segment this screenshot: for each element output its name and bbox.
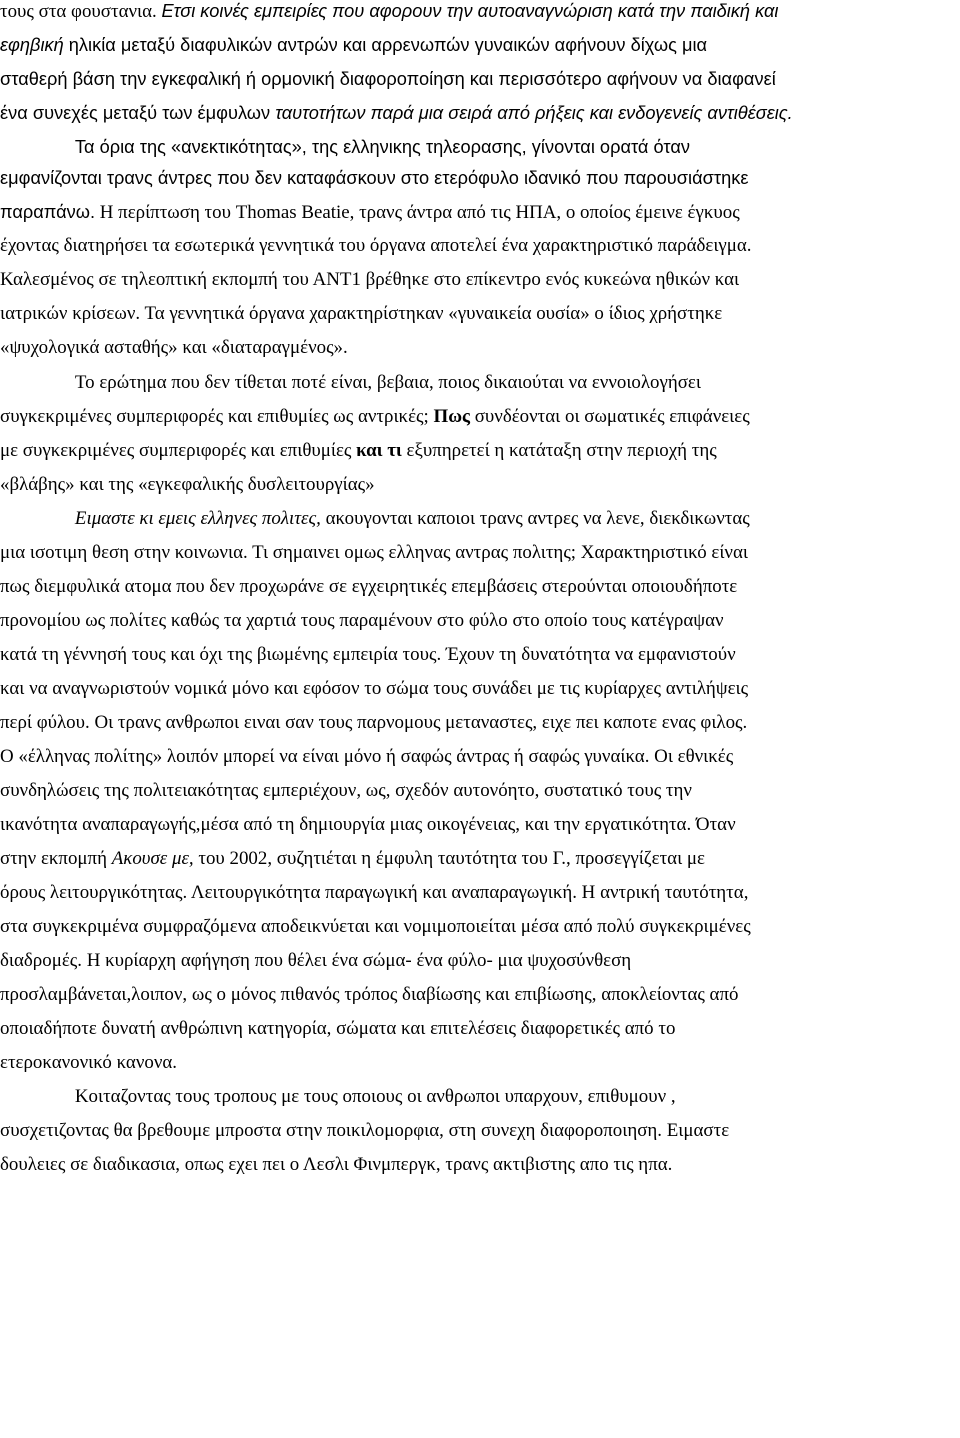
text-run: στα συγκεκριμένα συμφραζόμενα αποδεικνύεται και νομιμοποιείται μέσα από πολύ συγκεκριμένες [0,916,751,937]
text-run: κατά τη γέννησή τους και όχι της βιωμένης εμπειρία τους. Έχουν τη δυνατότητα να εμφανιστούν [0,644,736,665]
text-run: εξυπηρετεί η κατάταξη στην περιοχή της [401,440,717,461]
text-run: «βλάβης» και της «εγκεφαλικής δυσλειτουργίας» [0,474,375,495]
text-run: Καλεσμένος σε τηλεοπτική εκπομπή του ΑΝΤ1 βρέθηκε στο επίκεντρο ενός κυκεώνα ηθικών και [0,269,740,290]
text-run: ιατρικών κρίσεων. Τα γεννητικά όργανα χαρακτηρίστηκαν «γυναικεία ουσία» ο ίδιος χρήστηκε [0,303,723,324]
text-run: περί φύλου. Οι τρανς ανθρωποι ειναι σαν τους παρνομους μεταναστες, ειχε πει καποτε ενας φιλος. [0,712,748,733]
text-run: ικανότητα αναπαραγωγής,μέσα από τη δημιουργία μιας οικογένειας, και την εργατικότητα. Όταν [0,814,736,835]
text-run: μια ισοτιμη θεση στην κοινωνια. Τι σημαινει ομως ελληνας αντρας πολιτης; Χαρακτηριστικό είναι [0,542,748,563]
text-run: όρους λειτουργικότητας. Λειτουργικότητα παραγωγική και αναπαραγωγική. Η αντρική ταυτότητα, [0,882,749,903]
text-run: συγκεκριμένες συμπεριφορές και επιθυμίες ως αντρικές; [0,406,434,427]
text-run: σταθερή βάση την εγκεφαλική ή ορμονική διαφοροποίηση και περισσότερο αφήνουν να διαφανεί [0,68,776,89]
text-run: διαδρομές. Η κυρίαρχη αφήγηση που θέλει ένα σώμα- ένα φύλο- μια ψυχοσύνθεση [0,950,632,971]
text-line [0,1145,946,1185]
text-run: Κοιταζοντας τους τροπους με τους οποιους οι ανθρωποι υπαρχουν, επιθυμουν , [74,1086,676,1107]
text-run: με συγκεκριμένες συμπεριφορές και επιθυμίες [0,440,357,461]
text-run: ταυτοτήτων παρά μια σειρά από ρήξεις και ενδογενείς αντιθέσεις. [275,102,793,123]
text-run: συνδηλώσεις της πολιτειακότητας εμπεριέχουν, ως, σχεδόν αυτονόητο, συστατικό τους την [0,780,692,801]
text-run: συνδέονται οι σωματικές επιφάνειες [469,406,750,427]
text-run: στην εκπομπή [0,848,112,869]
text-run: και να αναγνωριστούν νομικά μόνο και εφόσον το σώμα τους συνάδει με τις κυρίαρχες αντιλήψεις [0,678,749,699]
text-run: και τι [356,440,402,461]
text-run: προνομίου ως πολίτες καθώς τα χαρτιά τους παραμένουν στο φύλο στο οποίο τους κατέγραψαν [0,610,724,631]
text-run: παραπάνω. [0,201,96,222]
text-run: εμφανίζονται τρανς άντρες που δεν καταφάσκουν στο ετερόφυλο ιδανικό που παρουσιάστηκε [0,167,749,188]
text-run: ένα συνεχές μεταξύ των έμφυλων [0,102,276,123]
text-run: Ακουσε με, [111,848,194,869]
text-run: του 2002, συζητιέται η έμφυλη ταυτότητα του Γ., προσεγγίζεται με [193,848,705,869]
text-run: προσλαμβάνεται,λοιπον, ως ο μόνος πιθανός τρόπος διαβίωσης και επιβίωσης, αποκλείοντας από [0,984,739,1005]
text-run: δουλειες σε διαδικασια, οπως εχει πει ο Λεσλι Φινμπεργκ, τρανς ακτιβιστης απο τις ηπα. [0,1154,673,1175]
text-run: «ψυχολογικά ασταθής» και «διαταραγμένος». [0,337,348,358]
text-run: Ο «έλληνας πολίτης» λοιπόν μπορεί να είναι μόνο ή σαφώς άντρας ή σαφώς γυναίκα. Οι εθνικές [0,746,734,767]
text-run: ακουγονται καποιοι τρανς αντρες να λενε, διεκδικωντας [320,508,750,529]
text-run: τους στα φουστανια. [0,1,162,22]
text-run: ετεροκανονικό κανονα. [0,1052,178,1073]
text-line [0,328,946,368]
text-run: Πως [433,406,470,427]
text-run: πως διεμφυλικά ατομα που δεν προχωράνε σε εγχειρητικές επεμβάσεις στερούνται οποιουδήποτε [0,576,738,597]
text-run: Ετσι κοινές εμπειρίες που αφορουν την αυτοαναγνώριση κατά την παιδική και [161,0,779,21]
text-run: οποιαδήποτε δυνατή ανθρώπινη κατηγορία, σώματα και επιτελέσεις διαφορετικές από το [0,1018,676,1039]
text-run: έχοντας διατηρήσει τα εσωτερικά γεννητικά του όργανα αποτελεί ένα χαρακτηριστικό παράδειγμα. [0,235,752,256]
text-run: Το ερώτημα που δεν τίθεται ποτέ είναι, βεβαια, ποιος δικαιούται να εννοιολογήσει [74,372,701,393]
text-run: Ειμαστε κι εμεις ελληνες πολιτες, [74,508,321,529]
text-run: Η περίπτωση του Thomas Beatie, τρανς άντρα από τις ΗΠΑ, ο οποίος έμεινε έγκυος [95,202,740,223]
text-run: εφηβική [0,34,64,55]
text-run: ηλικία μεταξύ διαφυλικών αντρών και αρρενωπών γυναικών αφήνουν δίχως μια [63,34,708,55]
text-run: Τα όρια της «ανεκτικότητας», της ελληνικης τηλεορασης, γίνονται ορατά όταν [74,136,691,157]
text-run: συσχετιζοντας θα βρεθουμε μπροστα στην ποικιλομορφια, στη συνεχη διαφοροποιηση. Ειμαστε [0,1120,730,1141]
